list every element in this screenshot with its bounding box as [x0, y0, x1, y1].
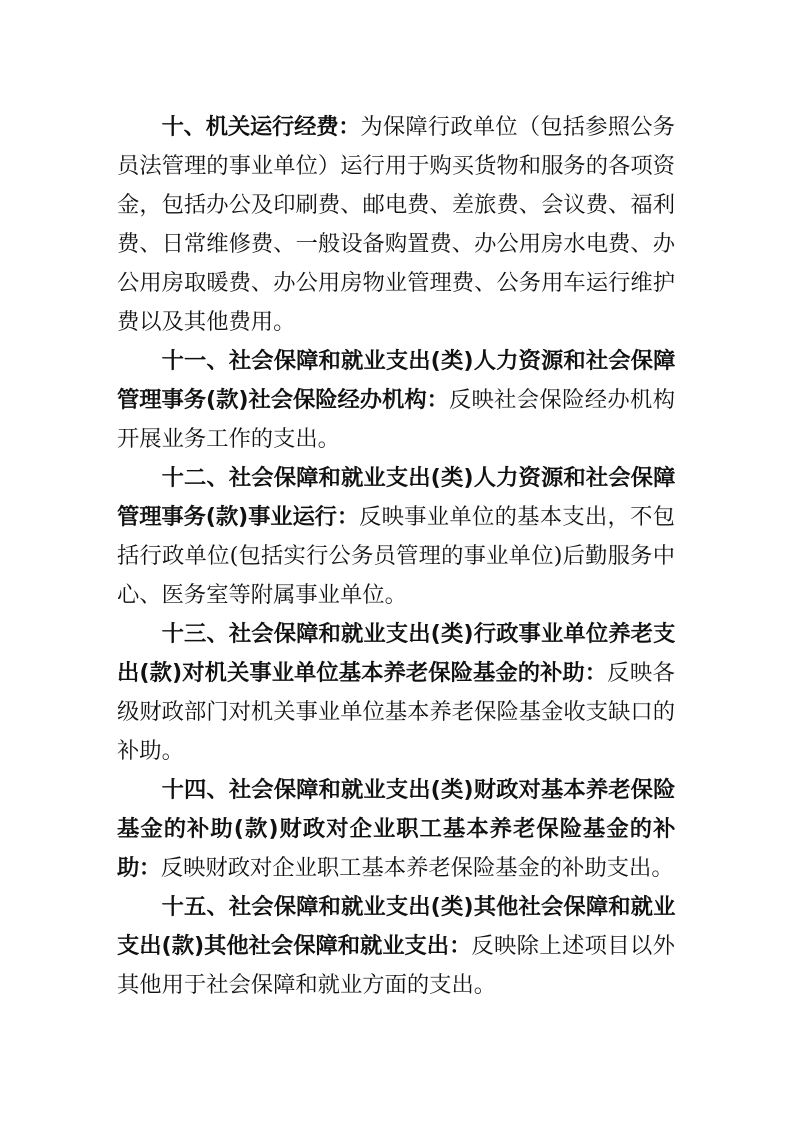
term-description: 反映除上述项目以外其他用于社会保障和就业方面的支出。 — [117, 933, 675, 998]
paragraph-12 — [117, 459, 675, 615]
paragraph-13 — [117, 615, 675, 771]
term-heading: 十、机关运行经费： — [161, 114, 361, 140]
term-heading: 十三、社会保障和就业支出(类)行政事业单位养老支出(款)对机关事业单位基本养老保险基金的补助： — [117, 621, 675, 686]
term-heading: 十二、社会保障和就业支出(类)人力资源和社会保障管理事务(款)事业运行： — [117, 465, 675, 530]
term-heading: 十五、社会保障和就业支出(类)其他社会保障和就业支出(款)其他社会保障和就业支出： — [117, 894, 675, 959]
paragraph-14 — [117, 771, 675, 888]
paragraph-15 — [117, 888, 675, 1005]
term-description: 反映事业单位的基本支出，不包括行政单位(包括实行公务员管理的事业单位)后勤服务中心、医务室等附属事业单位。 — [117, 504, 675, 608]
term-heading: 十四、社会保障和就业支出(类)财政对基本养老保险基金的补助(款)财政对企业职工基本养老保险基金的补助： — [117, 777, 675, 881]
document-body — [117, 108, 675, 1005]
paragraph-11 — [117, 342, 675, 459]
paragraph-10 — [117, 108, 675, 342]
term-description: 反映社会保险经办机构开展业务工作的支出。 — [117, 387, 675, 452]
term-heading: 十一、社会保障和就业支出(类)人力资源和社会保障管理事务(款)社会保险经办机构： — [117, 348, 675, 413]
term-description: 为保障行政单位（包括参照公务员法管理的事业单位）运行用于购买货物和服务的各项资金，包括办公及印刷费、邮电费、差旅费、会议费、福利费、日常维修费、一般设备购置费、办公用房水电费、办公用房取暖费、办公用房物业管理费、公务用车运行维护费以及其他费用。 — [117, 114, 675, 335]
term-description: 反映各级财政部门对机关事业单位基本养老保险基金收支缺口的补助。 — [117, 660, 675, 764]
term-description: 反映财政对企业职工基本养老保险基金的补助支出。 — [160, 855, 674, 881]
